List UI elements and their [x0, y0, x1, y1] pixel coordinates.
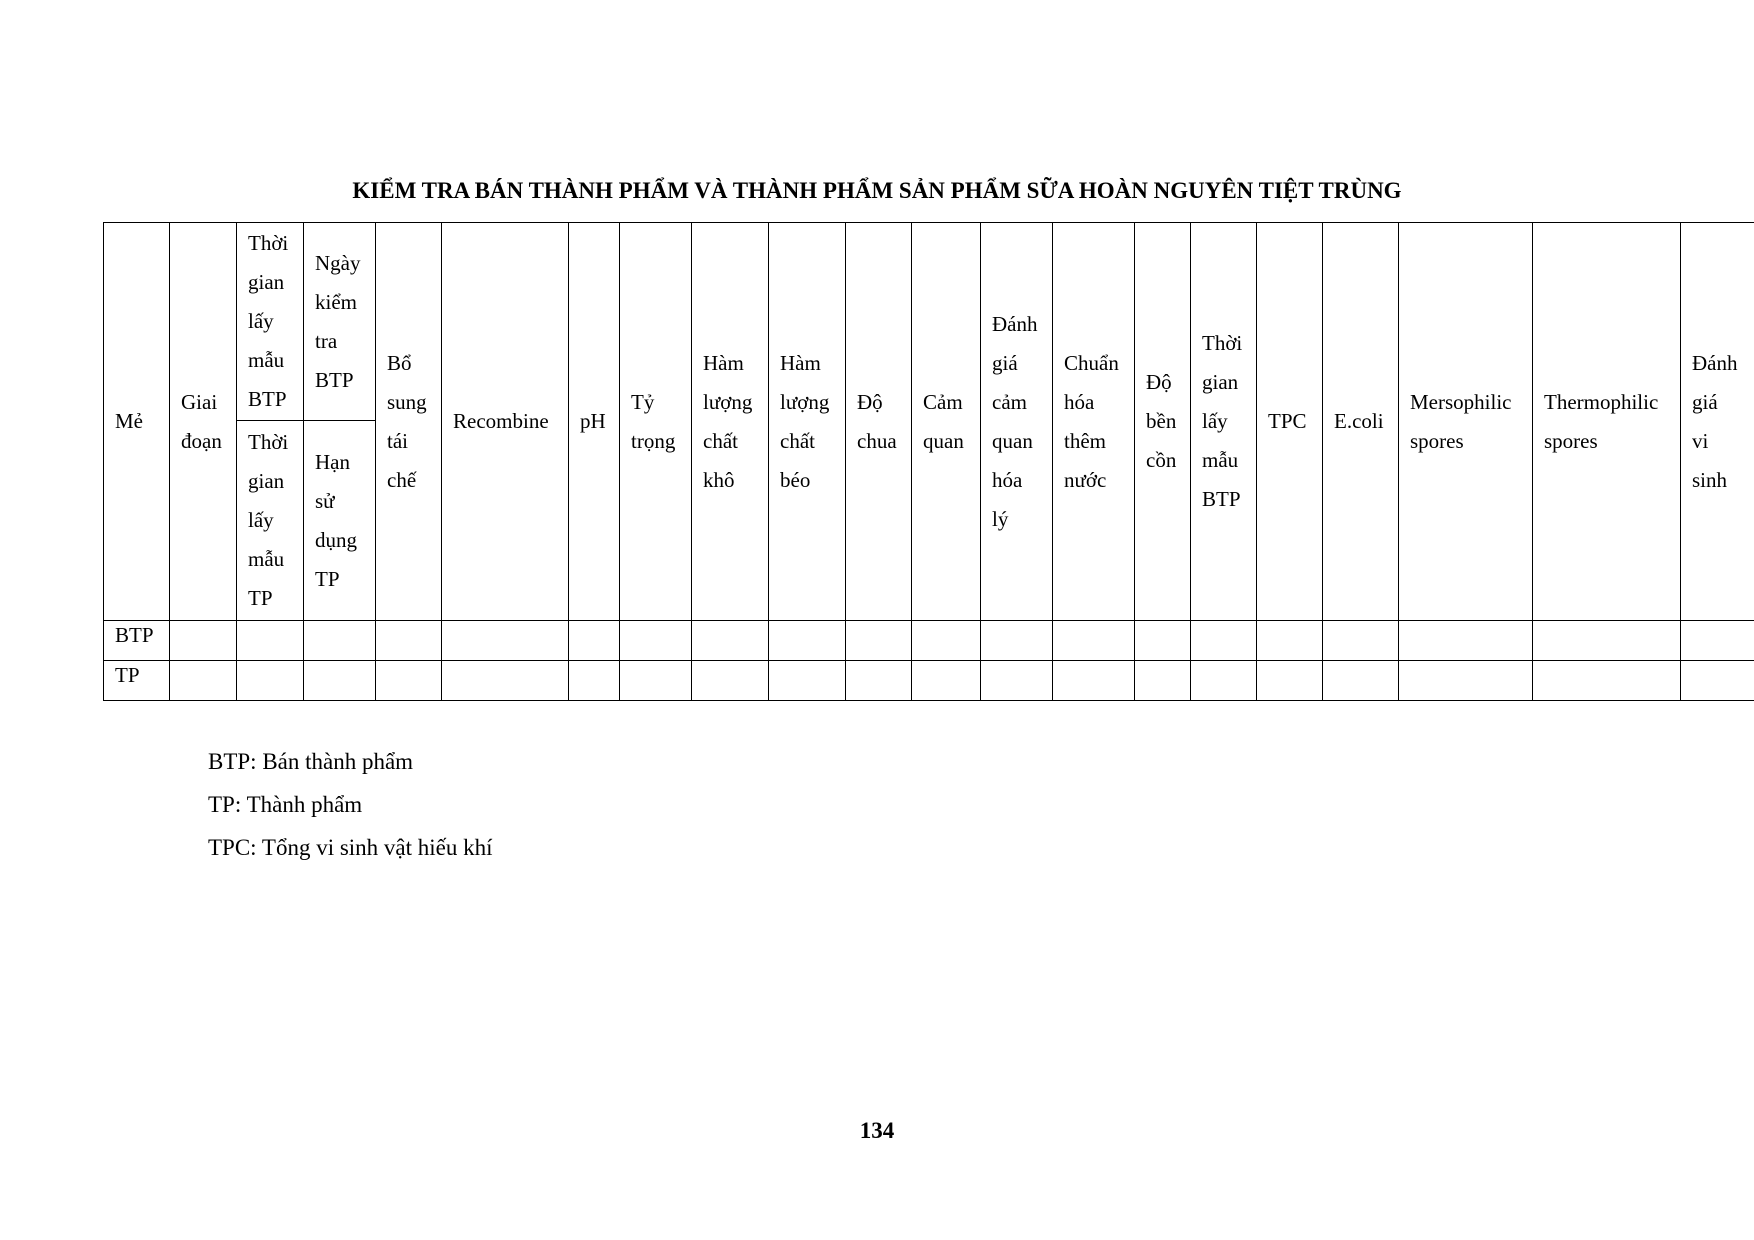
table-cell: [846, 621, 912, 661]
table-cell: [1135, 621, 1191, 661]
table-cell: [304, 661, 376, 701]
table-cell: [1399, 621, 1533, 661]
table-cell: [769, 661, 846, 701]
table-cell: [1053, 661, 1135, 701]
table-cell: [912, 661, 981, 701]
table-row: [104, 621, 1754, 661]
header-cam-quan: Cảm quan: [912, 223, 981, 621]
header-ngay-kiem-tra-btp: Ngày kiểm tra BTP: [304, 223, 376, 421]
table-cell: [237, 661, 304, 701]
legend-tp: TP: Thành phẩm: [208, 792, 363, 817]
header-ecoli: E.coli: [1323, 223, 1399, 621]
header-thermophilic-spores: Thermophilic spores: [1533, 223, 1681, 621]
header-danh-gia-cam-quan-hoa-ly: Đánh giá cảm quan hóa lý: [981, 223, 1053, 621]
header-thoi-gian-lay-mau-btp-top: Thời gian lấy mẫu BTP: [237, 223, 304, 421]
table-cell: [376, 661, 442, 701]
table-cell: [170, 621, 237, 661]
table-cell: [442, 621, 569, 661]
table-cell: [569, 621, 620, 661]
table-cell: [1681, 661, 1754, 701]
table-cell: [692, 621, 769, 661]
table-cell: [692, 661, 769, 701]
page-number: 134: [859, 1118, 895, 1143]
table-cell: [912, 621, 981, 661]
legend-btp: BTP: Bán thành phẩm: [208, 749, 414, 774]
header-danh-gia-vi-sinh: Đánh giá vi sinh: [1681, 223, 1754, 621]
table-cell: [1681, 621, 1754, 661]
header-do-ben-con: Độ bền cồn: [1135, 223, 1191, 621]
table-row: [104, 661, 1754, 701]
table-cell: [237, 621, 304, 661]
table-cell: [1533, 621, 1681, 661]
table-cell: [1323, 621, 1399, 661]
header-ham-luong-chat-kho: Hàm lượng chất khô: [692, 223, 769, 621]
table-cell: [442, 661, 569, 701]
table-cell: [981, 661, 1053, 701]
header-ham-luong-chat-beo: Hàm lượng chất béo: [769, 223, 846, 621]
header-me: Mẻ: [104, 223, 170, 621]
table-cell: [1323, 661, 1399, 701]
row-label: TP: [104, 661, 170, 701]
header-recombine: Recombine: [442, 223, 569, 621]
table-cell: [1399, 661, 1533, 701]
legend-tpc: TPC: Tổng vi sinh vật hiếu khí: [208, 835, 493, 860]
table-cell: [376, 621, 442, 661]
header-mersophilic-spores: Mersophilic spores: [1399, 223, 1533, 621]
header-do-chua: Độ chua: [846, 223, 912, 621]
header-chuan-hoa-them-nuoc: Chuẩn hóa thêm nước: [1053, 223, 1135, 621]
table-cell: [1053, 621, 1135, 661]
table-cell: [620, 621, 692, 661]
table-cell: [769, 621, 846, 661]
header-han-su-dung-tp: Hạn sử dụng TP: [304, 421, 376, 621]
inspection-table: [103, 222, 1754, 701]
table-cell: [569, 661, 620, 701]
table-cell: [1257, 661, 1323, 701]
row-label: BTP: [104, 621, 170, 661]
header-tpc: TPC: [1257, 223, 1323, 621]
header-ph: pH: [569, 223, 620, 621]
document-title: KIỂM TRA BÁN THÀNH PHẨM VÀ THÀNH PHẨM SẢN PHẨM SỮA HOÀN NGUYÊN TIỆT TRÙNG: [352, 178, 1402, 203]
header-thoi-gian-lay-mau-tp: Thời gian lấy mẫu TP: [237, 421, 304, 621]
table-cell: [1257, 621, 1323, 661]
header-giai-doan: Giai đoạn: [170, 223, 237, 621]
header-thoi-gian-lay-mau-btp: Thời gian lấy mẫu BTP: [1191, 223, 1257, 621]
table-cell: [846, 661, 912, 701]
table-cell: [1191, 621, 1257, 661]
table-cell: [981, 621, 1053, 661]
table-cell: [620, 661, 692, 701]
table-cell: [1533, 661, 1681, 701]
table-cell: [170, 661, 237, 701]
header-ty-trong: Tỷ trọng: [620, 223, 692, 621]
table-cell: [1191, 661, 1257, 701]
table-cell: [304, 621, 376, 661]
header-bo-sung-tai-che: Bổ sung tái chế: [376, 223, 442, 621]
table-cell: [1135, 661, 1191, 701]
